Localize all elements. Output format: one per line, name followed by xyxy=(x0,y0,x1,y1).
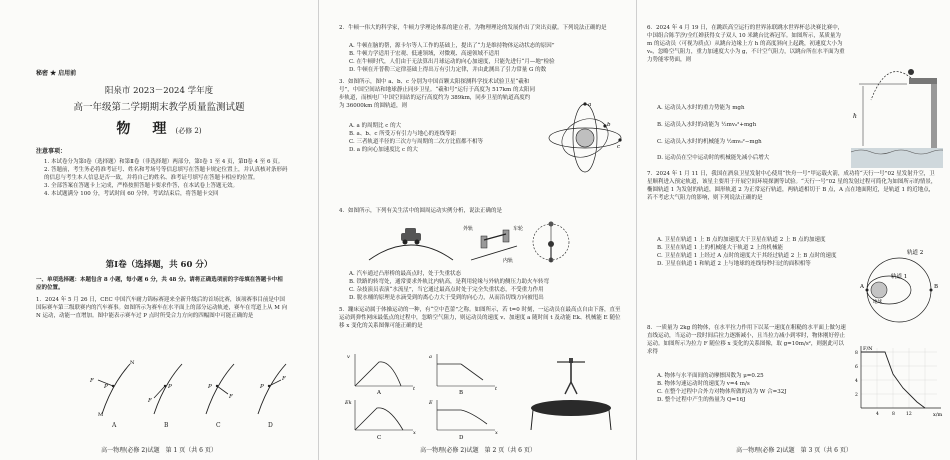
q1-figures xyxy=(82,358,292,420)
q7-option: A. 卫星在轨道 1 上 B 点的加速度大于卫星在轨道 2 上 B 点的加速度 xyxy=(657,237,826,243)
q8-y-tick: 4 xyxy=(855,379,858,384)
subject-name: 物 理 xyxy=(116,121,171,137)
train-wheel-figure xyxy=(463,225,523,264)
q3-options xyxy=(349,122,545,154)
q3-option: B. a、b、c 所受万有引力与地心的连线等距 xyxy=(349,131,457,137)
q7-options xyxy=(657,236,849,268)
page-footer: 高一物理(必修 2)试题 第 2 页（共 6 页） xyxy=(420,447,536,454)
q5-graphs xyxy=(343,350,633,440)
q1-figure-a xyxy=(89,360,135,418)
arch-bridge xyxy=(369,245,453,260)
q8-x-label: x/m xyxy=(933,412,943,418)
svg-text:M: M xyxy=(98,412,104,418)
q6-diving-figure xyxy=(851,60,943,170)
trampoline-figure xyxy=(531,358,611,430)
notice-item: 1. 本试卷分为第Ⅰ卷（选择题）和第Ⅱ卷（非选择题）两部分，第Ⅰ卷 1 至 4 页，第Ⅱ卷 4 至 6 页。 xyxy=(44,159,284,165)
q5-option-letter: B xyxy=(459,390,464,396)
q6-option: B. 运动员入水时的动能为 ½mv₀²+mgh xyxy=(657,122,757,128)
diving-platform xyxy=(909,78,937,84)
exam-page-2 xyxy=(318,0,637,460)
subject-sub: (必修 2) xyxy=(175,127,202,135)
svg-text:F: F xyxy=(282,376,286,382)
q1-option-label: D xyxy=(268,422,273,429)
svg-text:x: x xyxy=(495,430,498,436)
svg-text:F: F xyxy=(90,378,94,384)
q8-grid xyxy=(861,348,937,408)
q2-option: D. 牛顿在开普勒三定律基础上得出万有引力定律，并由此测出了引力常量 G 的数 xyxy=(349,67,547,73)
q1-figure-c xyxy=(206,364,234,414)
page-footer: 高一物理(必修 2)试题 第 3 页（共 6 页） xyxy=(736,447,852,454)
q7-option: D. 卫星在轨道 1 和轨道 2 上与地球的连线每秒扫过的面积相等 xyxy=(657,261,811,267)
point-a-label: A xyxy=(860,284,864,290)
q1-option-label: B xyxy=(164,422,169,429)
q2-option: B. 牛顿力学适用于宏观、低速领域，对微观、高速领域不适用 xyxy=(349,51,500,57)
notice-item: 4. 本试题满分 100 分，考试时间 60 分钟。考试结束后，将答题卡交回 xyxy=(44,191,219,197)
q3-option: D. a 的向心加速度比 c 的大 xyxy=(349,147,418,153)
q3-orbit-figure xyxy=(543,96,627,180)
q8-y-tick: 6 xyxy=(855,365,858,370)
svg-text:a: a xyxy=(588,102,592,108)
q5-graph-b xyxy=(429,354,498,396)
q7-orbit-figure xyxy=(859,246,945,328)
q7-option: B. 卫星在轨道 1 上的机械能大于轨道 2 上的机械能 xyxy=(657,245,784,251)
exam-title-line2: 高一年级第二学期期末教学质量监测试题 xyxy=(73,102,245,113)
q8-option: A. 物体与水平面间的动摩擦因数为 μ=0.25 xyxy=(657,373,764,379)
q5-option-letter: D xyxy=(459,435,464,440)
question-2: 2．牛顿一伟大的科学家，牛顿力学理论体系的建立者，为物理理论的发展作出了突出贡献。下列说法正确的是 xyxy=(339,25,607,31)
point-b-label: B xyxy=(934,284,939,290)
q2-options xyxy=(349,42,621,74)
svg-text:v: v xyxy=(347,354,350,360)
q1-figure-d xyxy=(258,364,286,414)
q2-option: A. 牛顿在脑的帮，源卡尔等人工作的基础上，提出了“力是维持物体运动状态的原因” xyxy=(349,43,555,49)
earth-icon xyxy=(871,282,887,298)
q8-x-tick: 8 xyxy=(892,412,895,417)
exam-title-line1: 阳泉市 2023－2024 学年度 xyxy=(104,86,214,96)
notice-list xyxy=(44,158,288,198)
exam-page-1 xyxy=(0,0,318,460)
outer-rail-label: 外轨 xyxy=(463,226,474,232)
svg-text:P: P xyxy=(104,384,108,390)
q4-option: C. 杂技演员表演“水流星”，当它通过最高点时处于完全失重状态，不受重力作用 xyxy=(349,287,544,293)
diver-icon xyxy=(908,69,914,75)
orbit-1-label: 轨道 1 xyxy=(891,274,908,280)
q4-option: A. 汽车通过凸形桥的最高点时，处于失重状态 xyxy=(349,271,461,277)
q2-option: C. 在牛顿时代，人们由于无法算出月球运动的向心加速度，只能先进行“月—地”检验 xyxy=(349,59,555,65)
svg-text:N: N xyxy=(130,360,135,366)
subject-title xyxy=(0,118,318,138)
q8-option: D. 整个过程中产生的热量为 Q=16J xyxy=(657,397,746,403)
q4-option: D. 脱水桶的原理是水滴受到的离心力大于受到的向心力，从而沿切线方向被甩出 xyxy=(349,295,544,301)
car-icon xyxy=(401,228,421,245)
earth-label: 地球 xyxy=(873,300,882,305)
q8-option: C. 在整个过程中合外力对物体所做的功为 W 合=32J xyxy=(657,389,787,395)
q3-option: C. 三者轨道半径的三次方与周期的二次方比值都不相等 xyxy=(349,139,484,145)
svg-text:E: E xyxy=(429,400,433,406)
orbit-2-label: 轨道 2 xyxy=(907,250,924,256)
q5-option-letter: C xyxy=(377,435,382,440)
svg-text:Ek: Ek xyxy=(345,400,352,406)
svg-text:F: F xyxy=(148,398,152,404)
q8-option: B. 物体匀速运动时的速度为 v=4 m/s xyxy=(657,381,750,387)
q8-options xyxy=(657,372,847,404)
question-4: 4．如图所示，下列有关生活中的圆周运动实例分析，说法正确的是 xyxy=(339,208,503,214)
q8-y-tick: 8 xyxy=(855,351,858,356)
svg-text:c: c xyxy=(617,144,621,150)
svg-text:x: x xyxy=(413,430,416,436)
svg-text:b: b xyxy=(607,122,611,128)
question-7: 7．2024 年 1 月 11 日，我国在酒泉卫星发射中心使用“快舟一号”甲运载火箭，成功将“天行一号”02 星发射升空，卫星顺利进入预定轨道，该星主要用于开展空间环境探测等试验。“天行一号”02 星的发射过程可简化为如图所示的情景，椭圆轨道 1 为发射的轨道，圆形轨道 2 为正常运行轨道，两轨道相切于 B 点，A 点在地面附近，是轨道 1 的近地点，若不考虑大气阻力的影响，则下列说法正确的是 xyxy=(647,171,937,201)
question-5: 5．蹦床运动属于体操运动的一种，有“空中芭蕾”之称。如图所示，若 t=0 时刻，一运动员在最高点自由下落，直至运动到弹性网床最低点的过程中，忽略空气阻力，则运动员的速度 v、加速度 a 随时间 t 及动能 Ek、机械能 E 随位移 x 变化的关系图像可能正确的是 xyxy=(339,307,621,329)
secret-label: 秘密 ★ 启用前 xyxy=(36,70,77,77)
water-meteor-figure xyxy=(533,222,569,263)
svg-text:t: t xyxy=(413,386,416,392)
q6-option: D. 运动员在空中运动时的机械能先减小后增大 xyxy=(657,155,770,161)
earth-icon xyxy=(576,129,594,147)
page-footer: 高一物理(必修 2)试题 第 1 页（共 6 页） xyxy=(101,447,217,454)
q8-x-tick: 4 xyxy=(876,412,879,417)
q3-option: A. a 的周期比 c 的大 xyxy=(349,123,402,129)
notice-item: 2. 答题前，考生务必将准考证号、姓名和考场号等信息填写在答题卡规定位置上，并认真核对条形码的信息与考生本人信息是否一致，并将自己的姓名、准考证号填写在答题卡相应的位置。 xyxy=(44,167,288,181)
q4-figures xyxy=(367,216,587,270)
svg-text:P: P xyxy=(168,384,172,390)
question-8: 8．一质量为 2kg 的物体，在水平拉力作用下以某一速度在粗糙的水平面上做匀速直线运动，当运动一段时间后拉力逐渐减小，且当拉力减小到零时，物体刚好停止运动。如图所示为拉力 F 随位移 x 变化的关系图像，取 g=10m/s²，则据此可以求得 xyxy=(647,325,846,355)
q5-graph-c xyxy=(344,400,416,440)
q4-options xyxy=(349,270,621,302)
inner-rail-label: 内轨 xyxy=(503,258,514,264)
q8-y-label: F/N xyxy=(863,346,873,352)
q1-option-label: A xyxy=(112,422,117,429)
notice-title: 注意事项： xyxy=(36,148,67,155)
exam-page-3 xyxy=(636,0,950,460)
svg-text:P: P xyxy=(260,384,264,390)
part1-title: 第Ⅰ卷（选择题，共 60 分） xyxy=(105,260,213,270)
q1-figure-b xyxy=(147,364,182,414)
wheel-label: 车轮 xyxy=(513,226,524,232)
question-1: 1．2024 年 5 月 26 日，CEC 中国汽车耐力锦标赛迎来全新升级后的首场比赛，该项赛事目前是中国国际赛车第三级联赛内的汽车赛事。如图所示为赛车在水平面上的部分运动轨迹，赛车在弯道上从 M 向 N 运动，动能一直增加。图中能表示赛车过 P 点时所受合力方向的四幅图中可能正确的是 xyxy=(36,297,288,319)
svg-text:F: F xyxy=(229,394,233,400)
q5-option-letter: A xyxy=(377,390,381,396)
q5-graph-a xyxy=(347,354,416,396)
notice-item: 3. 全部答案在答题卡上完成，严格按照答题卡要求作答，在本试卷上答题无效。 xyxy=(44,183,238,189)
q6-option: A. 运动员入水时的重力势能为 mgh xyxy=(657,105,745,111)
svg-text:t: t xyxy=(495,386,498,392)
q1-option-label: C xyxy=(216,422,221,429)
svg-text:a: a xyxy=(429,354,432,360)
q8-x-tick: 12 xyxy=(906,412,912,417)
q4-option: B. 铁路的转弯处，通常要求外轨比内轨高，是利用轮缘与外轨的侧压力助火车转弯 xyxy=(349,279,550,285)
q7-option: C. 卫星在轨道 1 上经过 A 点时的速度大于其经过轨道 2 上 B 点时的速度 xyxy=(657,253,837,259)
q8-y-tick: 2 xyxy=(855,393,858,398)
question-6: 6．2024 年 4 月 19 日，在跳跃高空运行的世界泳联跳水世界杯总决赛比赛中，中国组合陈芋汐/全红婵获得女子双人 10 米跳台比赛冠军。如图所示，某质量为 m 的运动员（可视为质点）从跳台边缘上方 h 的高度斜向上起跳，初速度大小为 v₀，忽略空气阻力，重力加速度大小为 g，不计空气阻力，以跳台所在水平面为重力势能零势面，则 xyxy=(647,25,845,63)
svg-text:P: P xyxy=(208,384,212,390)
question-3: 3．如图所示，图中 a、b、c 分别为中国首颗太阳探测科学技术试验卫星“羲和号”，中国空间站和地球静止同步卫星。“羲和号”运行于高度为 517km 的太阳同步轨道，而核电厂中国空间站的运行高度约为 389km，同步卫星的轨道高度约为 36000km 的圆轨道，则 xyxy=(339,79,535,109)
q8-force-graph xyxy=(847,344,947,424)
q6-option: C. 运动员入水时的机械能为 ½mv₀²−mgh xyxy=(657,139,762,145)
q5-graph-d xyxy=(428,400,498,440)
svg-text:h: h xyxy=(853,113,857,120)
section1-heading: 一、单项选择题：本题包含 8 小题，每小题 6 分，共 48 分。请将正确选项前的字母填在答题卡中相应的位置。 xyxy=(36,277,283,291)
q6-options xyxy=(657,104,847,162)
